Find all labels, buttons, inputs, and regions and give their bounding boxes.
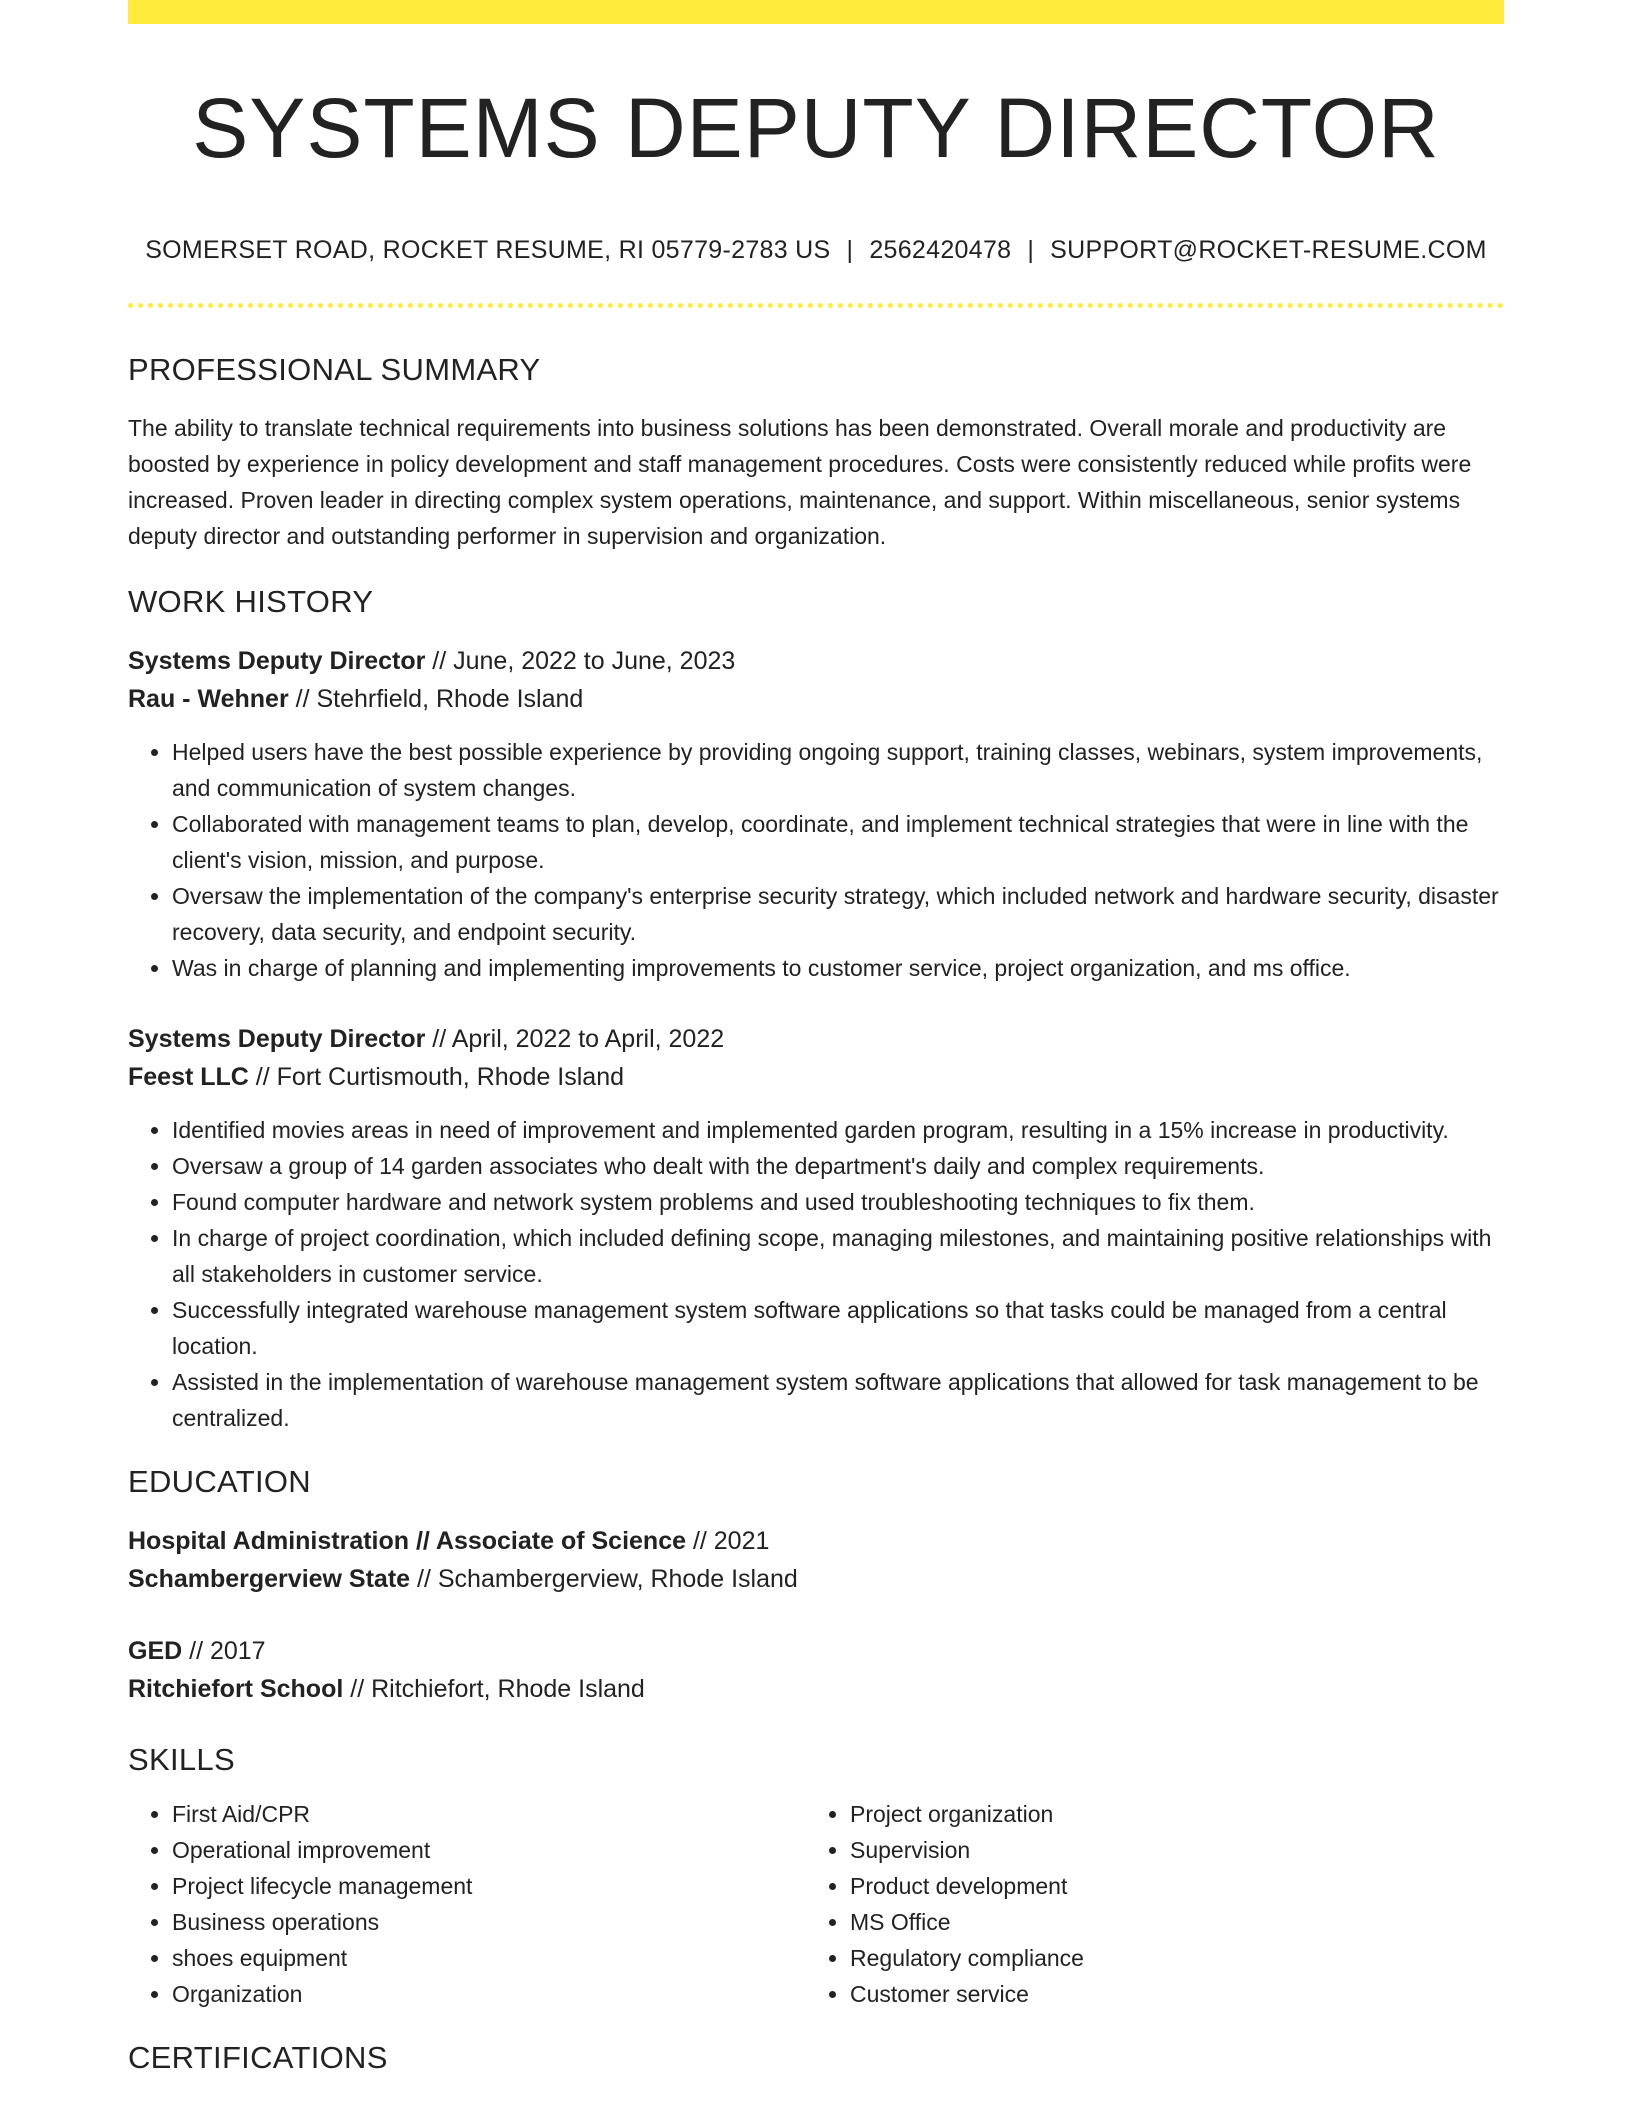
- certifications-section: [128, 2040, 1504, 2076]
- education-heading: EDUCATION: [128, 1464, 311, 1500]
- top-accent-bar: [128, 0, 1504, 24]
- job-company-line: [128, 680, 1504, 718]
- skills-heading: SKILLS: [128, 1742, 235, 1778]
- list-item: • In charge of project coordination, which included defining scope, managing milestones, and maintaining positive relationships with all stakeholders in customer service.: [172, 1220, 1504, 1292]
- summary-heading: PROFESSIONAL SUMMARY: [128, 352, 541, 388]
- list-item: • Business operations: [172, 1904, 806, 1940]
- list-item: • Organization: [172, 1976, 806, 2012]
- education-section: [128, 1464, 1504, 1708]
- job-bullets: [128, 1112, 1504, 1436]
- skills-right-column: [806, 1796, 1484, 2012]
- resume-title: SYSTEMS DEPUTY DIRECTOR: [192, 81, 1440, 175]
- list-item: • shoes equipment: [172, 1940, 806, 1976]
- school-location: // Ritchiefort, Rhode Island: [343, 1675, 645, 1704]
- skills-columns: [128, 1796, 1504, 2012]
- summary-text: The ability to translate technical requirements into business solutions has been demonstrated. Overall morale and productivity are boosted by experience in policy development and staff management procedures. Costs were consistently reduced while profits were increased. Proven leader in directing complex system operations, maintenance, and support. Within miscellaneous, senior systems deputy director and outstanding performer in supervision and organization.: [128, 415, 1472, 550]
- work-heading: WORK HISTORY: [128, 584, 374, 620]
- list-item: • Successfully integrated warehouse management system software applications so that tasks could be managed from a central location.: [172, 1292, 1504, 1364]
- job-dates: // June, 2022 to June, 2023: [425, 647, 736, 676]
- dotted-divider: [128, 303, 1504, 308]
- degree-year: // 2017: [182, 1637, 266, 1666]
- contact-separator: |: [846, 236, 854, 265]
- degree-line: [128, 1522, 1504, 1560]
- contact-email[interactable]: SUPPORT@ROCKET-RESUME.COM: [1050, 236, 1487, 265]
- job-dates: // April, 2022 to April, 2022: [425, 1025, 725, 1054]
- list-item: • Helped users have the best possible experience by providing ongoing support, training classes, webinars, system improvements, and communication of system changes.: [172, 734, 1504, 806]
- job-entry: [128, 642, 1504, 986]
- list-item: • Project organization: [850, 1796, 1484, 1832]
- list-item: • MS Office: [850, 1904, 1484, 1940]
- list-item: • Customer service: [850, 1976, 1484, 2012]
- list-item: • Project lifecycle management: [172, 1868, 806, 1904]
- job-company: Feest LLC: [128, 1063, 249, 1092]
- certifications-heading: CERTIFICATIONS: [128, 2040, 388, 2076]
- degree-line: [128, 1632, 1504, 1670]
- job-location: // Stehrfield, Rhode Island: [288, 685, 584, 714]
- job-entry: [128, 1020, 1504, 1436]
- list-item: • First Aid/CPR: [172, 1796, 806, 1832]
- degree-year: // 2021: [686, 1527, 770, 1556]
- job-title: Systems Deputy Director: [128, 1025, 426, 1054]
- school-location: // Schambergerview, Rhode Island: [410, 1565, 798, 1594]
- work-section: [128, 584, 1504, 1436]
- skills-section: [128, 1742, 1504, 2012]
- job-bullets: [128, 734, 1504, 986]
- job-company-line: [128, 1058, 1504, 1096]
- job-title: Systems Deputy Director: [128, 647, 426, 676]
- list-item: • Product development: [850, 1868, 1484, 1904]
- school: Ritchiefort School: [128, 1675, 344, 1704]
- list-item: • Was in charge of planning and implementing improvements to customer service, project organization, and ms office.: [172, 950, 1504, 986]
- list-item: • Oversaw the implementation of the company's enterprise security strategy, which included network and hardware security, disaster recovery, data security, and endpoint security.: [172, 878, 1504, 950]
- list-item: • Assisted in the implementation of warehouse management system software applications that allowed for task management to be centralized.: [172, 1364, 1504, 1436]
- contact-phone: 2562420478: [869, 236, 1012, 265]
- contact-address: SOMERSET ROAD, ROCKET RESUME, RI 05779-2783 US: [145, 236, 831, 265]
- summary-section: [128, 352, 1504, 554]
- job-location: // Fort Curtismouth, Rhode Island: [248, 1063, 625, 1092]
- job-company: Rau - Wehner: [128, 685, 289, 714]
- contact-line: [128, 236, 1504, 265]
- degree: Hospital Administration // Associate of Science: [128, 1527, 686, 1556]
- list-item: • Supervision: [850, 1832, 1484, 1868]
- education-entry: [128, 1522, 1504, 1598]
- school-line: [128, 1670, 1504, 1708]
- list-item: • Regulatory compliance: [850, 1940, 1484, 1976]
- contact-separator: |: [1027, 236, 1035, 265]
- education-entry: [128, 1632, 1504, 1708]
- job-title-line: [128, 642, 1504, 680]
- list-item: • Operational improvement: [172, 1832, 806, 1868]
- list-item: • Identified movies areas in need of improvement and implemented garden program, resulting in a 15% increase in productivity.: [172, 1112, 1504, 1148]
- list-item: • Found computer hardware and network system problems and used troubleshooting techniques to fix them.: [172, 1184, 1504, 1220]
- degree: GED: [128, 1637, 183, 1666]
- school-line: [128, 1560, 1504, 1598]
- list-item: • Collaborated with management teams to plan, develop, coordinate, and implement technical strategies that were in line with the client's vision, mission, and purpose.: [172, 806, 1504, 878]
- list-item: • Oversaw a group of 14 garden associates who dealt with the department's daily and complex requirements.: [172, 1148, 1504, 1184]
- skills-left-column: [128, 1796, 806, 2012]
- resume-page: [128, 0, 1504, 2076]
- job-title-line: [128, 1020, 1504, 1058]
- school: Schambergerview State: [128, 1565, 411, 1594]
